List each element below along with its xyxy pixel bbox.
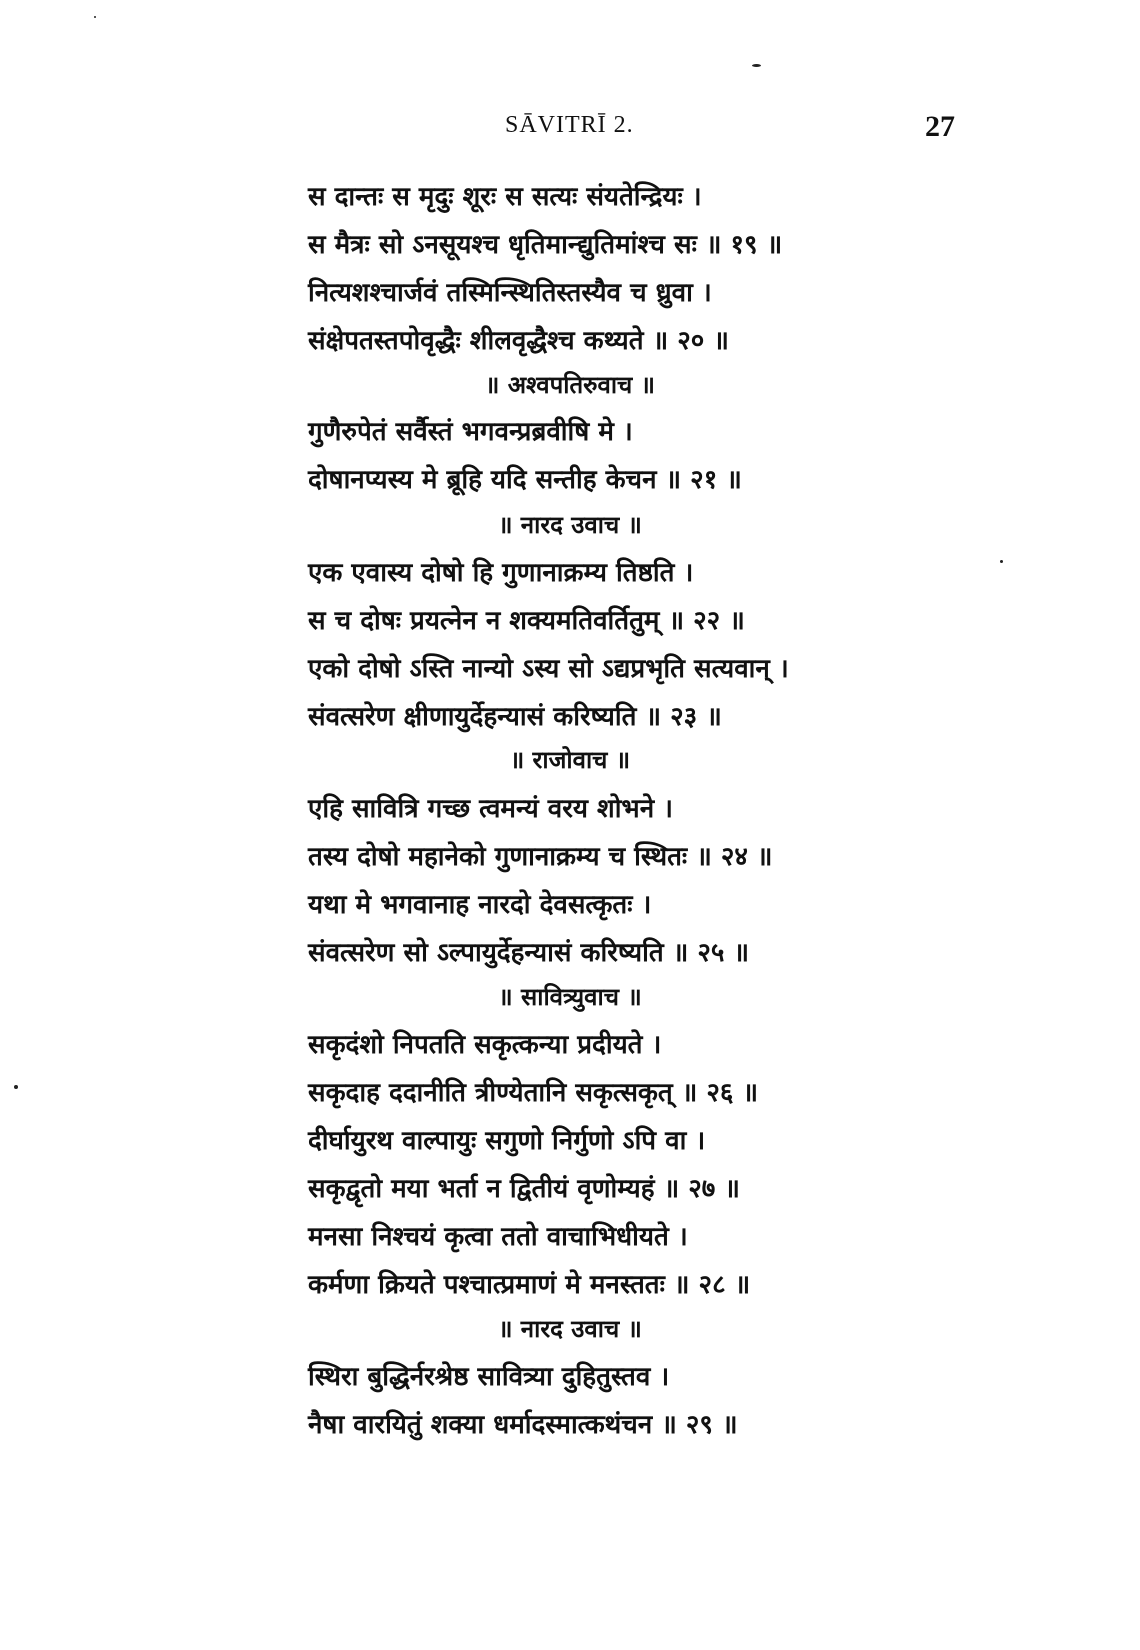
verse-line: स दान्तः स मृदुः शूरः स सत्यः संयतेन्द्रियः । [308, 182, 702, 212]
verse-line: कर्मणा क्रियते पश्चात्प्रमाणं मे मनस्ततः ॥ २८ ॥ [308, 1270, 751, 1300]
speaker-heading: ॥ अश्वपतिरुवाच ॥ [484, 371, 656, 399]
verse-line: मनसा निश्चयं कृत्वा ततो वाचाभिधीयते । [308, 1222, 688, 1252]
verse-line: संक्षेपतस्तपोवृद्धैः शीलवृद्धैश्च कथ्यते ॥ २० ॥ [308, 326, 729, 356]
scan-speck [14, 1085, 18, 1089]
verse-line: स मैत्रः सो ऽनसूयश्च धृतिमान्द्युतिमांश्च सः ॥ १९ ॥ [308, 230, 783, 260]
verse-line: संवत्सरेण सो ऽल्पायुर्देहन्यासं करिष्यति ॥ २५ ॥ [308, 938, 750, 968]
verse-line: गुणैरुपेतं सर्वैस्तं भगवन्प्रब्रवीषि मे । [308, 417, 633, 447]
page-number: 27 [925, 110, 955, 143]
verse-line: यथा मे भगवानाह नारदो देवसत्कृतः । [308, 890, 652, 920]
verse-line: सकृद्वृतो मया भर्ता न द्वितीयं वृणोम्यहं ॥ २७ ॥ [308, 1174, 740, 1204]
verse-line: एहि सावित्रि गच्छ त्वमन्यं वरय शोभने । [308, 794, 674, 824]
verse-line: सकृदाह ददानीति त्रीण्येतानि सकृत्सकृत् ॥ २६ ॥ [308, 1078, 759, 1108]
verse-line: संवत्सरेण क्षीणायुर्देहन्यासं करिष्यति ॥ २३ ॥ [308, 702, 722, 732]
running-header-title: SĀVITRĪ 2. [505, 112, 634, 138]
speaker-heading: ॥ नारद उवाच ॥ [498, 511, 642, 539]
verse-line: नित्यशश्चार्जवं तस्मिन्स्थितिस्तस्यैव च ध्रुवा । [308, 278, 712, 308]
verse-line: स्थिरा बुद्धिर्नरश्रेष्ठ सावित्र्या दुहितुस्तव । [308, 1362, 670, 1392]
verse-line: एको दोषो ऽस्ति नान्यो ऽस्य सो ऽद्यप्रभृति सत्यवान् । [308, 654, 789, 684]
verse-line: एक एवास्य दोषो हि गुणानाक्रम्य तिष्ठति । [308, 558, 694, 588]
verse-line: दीर्घायुरथ वाल्पायुः सगुणो निर्गुणो ऽपि वा । [308, 1126, 706, 1156]
verse-line: नैषा वारयितुं शक्या धर्मादस्मात्कथंचन ॥ २९ ॥ [308, 1410, 738, 1440]
scan-speck [1000, 560, 1003, 563]
speaker-heading: ॥ सावित्र्युवाच ॥ [498, 983, 642, 1011]
speaker-heading: ॥ नारद उवाच ॥ [498, 1315, 642, 1343]
verse-line: तस्य दोषो महानेको गुणानाक्रम्य च स्थितः ॥ २४ ॥ [308, 842, 773, 872]
speaker-heading: ॥ राजोवाच ॥ [509, 746, 631, 774]
verse-line: सकृदंशो निपतति सकृत्कन्या प्रदीयते । [308, 1030, 662, 1060]
scan-speck [752, 64, 761, 67]
verse-line: दोषानप्यस्य मे ब्रूहि यदि सन्तीह केचन ॥ २१ ॥ [308, 465, 742, 495]
scan-speck [94, 16, 96, 18]
verse-line: स च दोषः प्रयत्नेन न शक्यमतिवर्तितुम् ॥ २२ ॥ [308, 606, 745, 636]
